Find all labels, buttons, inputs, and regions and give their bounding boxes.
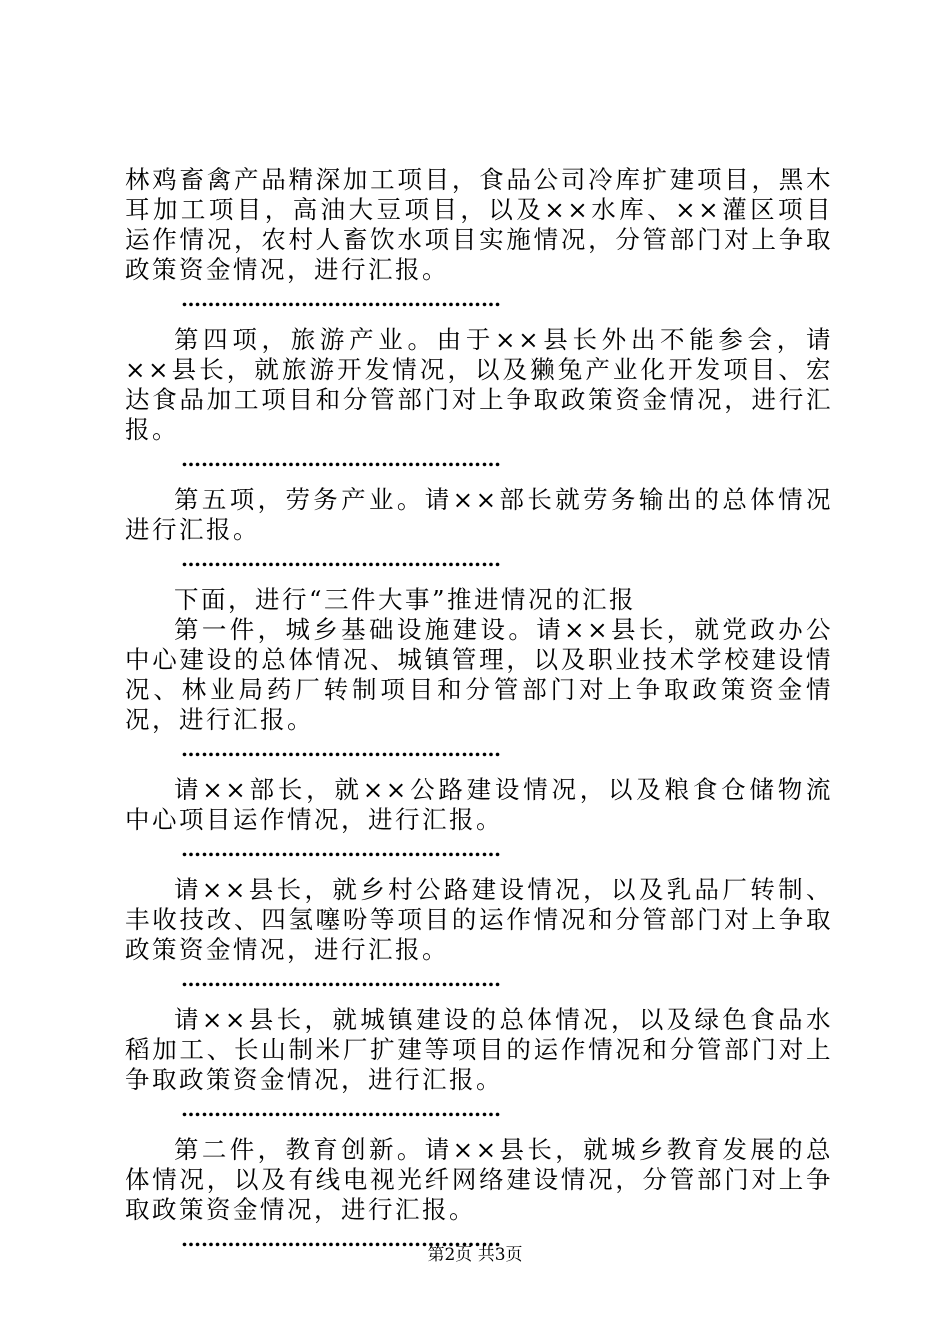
paragraph-7: 请××县长，就乡村公路建设情况，以及乳品厂转制、丰收技改、四氢噻吩等项目的运作情况和分管部门对上争取政策资金情况，进行汇报。 (125, 875, 833, 964)
paragraph-9: 第二件，教育创新。请××县长，就城乡教育发展的总体情况，以及有线电视光纤网络建设情况，分管部门对上争取政策资金情况，进行汇报。 (125, 1135, 833, 1224)
page-footer: 第2页 共3页 (427, 1245, 523, 1265)
paragraph-3: 第五项，劳务产业。请××部长就劳务输出的总体情况进行汇报。 (125, 485, 833, 544)
separator-4: ………………………………………… (181, 737, 501, 761)
separator-2: ………………………………………… (181, 447, 501, 471)
paragraph-6: 请××部长，就××公路建设情况，以及粮食仓储物流中心项目运作情况，进行汇报。 (125, 775, 833, 834)
separator-7: ………………………………………… (181, 1097, 501, 1121)
separator-5: ………………………………………… (181, 837, 501, 861)
paragraph-2: 第四项，旅游产业。由于××县长外出不能参会，请××县长，就旅游开发情况，以及獭兔产业化开发项目、宏达食品加工项目和分管部门对上争取政策资金情况，进行汇报。 (125, 325, 833, 444)
separator-6: ………………………………………… (181, 967, 501, 991)
paragraph-1: 林鸡畜禽产品精深加工项目，食品公司冷库扩建项目，黑木耳加工项目，高油大豆项目，以及××水库、××灌区项目运作情况，农村人畜饮水项目实施情况，分管部门对上争取政策资金情况，进行汇报。 (125, 165, 833, 284)
paragraph-8: 请××县长，就城镇建设的总体情况，以及绿色食品水稻加工、长山制米厂扩建等项目的运作情况和分管部门对上争取政策资金情况，进行汇报。 (125, 1005, 833, 1094)
separator-1: ………………………………………… (181, 287, 501, 311)
document-body (125, 165, 833, 1265)
separator-3: ………………………………………… (181, 547, 501, 571)
paragraph-5: 第一件，城乡基础设施建设。请××县长，就党政办公中心建设的总体情况、城镇管理，以及职业技术学校建设情况、林业局药厂转制项目和分管部门对上争取政策资金情况，进行汇报。 (125, 615, 833, 734)
paragraph-4: 下面，进行“三件大事”推进情况的汇报 (174, 585, 637, 614)
separator-8: ………………………………………… (181, 1227, 501, 1251)
